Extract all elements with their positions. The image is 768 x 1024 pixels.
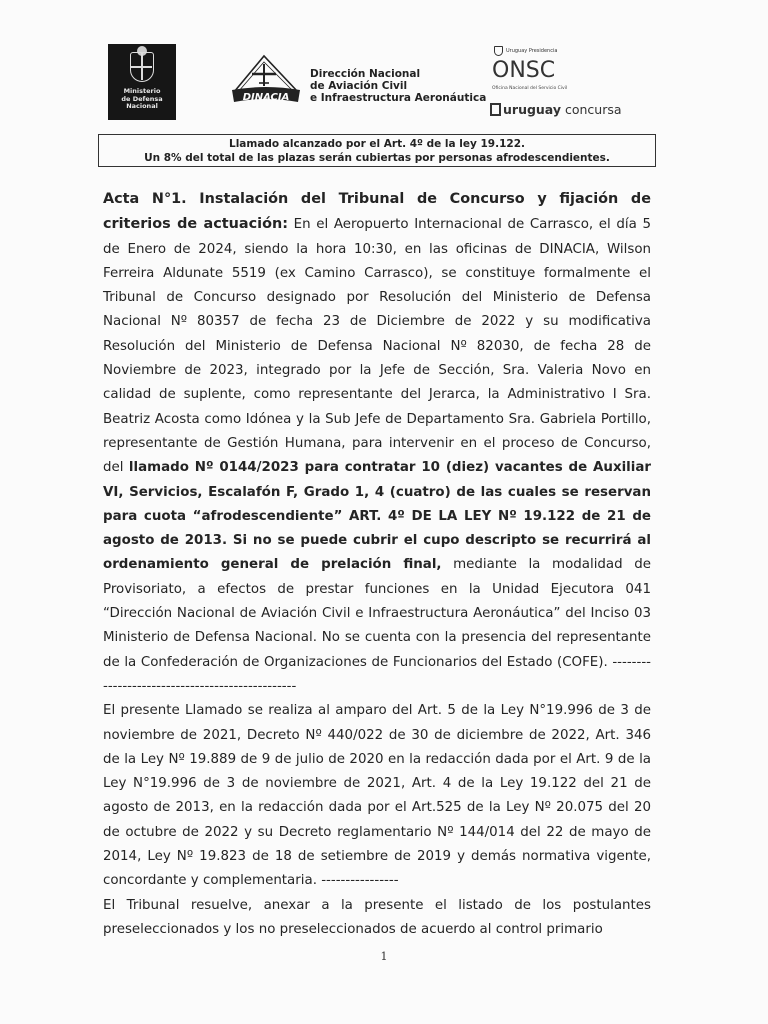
- paragraph-acta: Acta N°1. Instalación del Tribunal de Concurso y fijación de criterios de actuación: En el Aeropuerto Internacional de Carrasco, el día 5 de Enero de 2024, siendo la hora 10:30, en las oficinas de DINACIA, Wilson Ferreira Aldunate 5519 (ex Camino Carrasco), se constituye formalmente el Tribunal de Concurso designado por Resolución del Ministerio de Defensa Nacional Nº 80357 de fecha 23 de Diciembre de 2022 y su modificativa Resolución del Ministerio de Defensa Nacional Nº 82030, de fecha 28 de Noviembre de 2023, integrado por la Jefe de Sección, Sra. Valeria Novo en calidad de suplente, como representante del Jerarca, la Administrativo I Sra. Beatriz Acosta como Idónea y la Sub Jefe de Departamento Sra. Gabriela Portillo, representante de Gestión Humana, para intervenir en el proceso de Concurso, del llamado Nº 0144/2023 para contratar 10 (diez) vacantes de Auxiliar VI, Servicios, Escalafón F, Grado 1, 4 (cuatro) de las cuales se reservan para cuota “afrodescendiente” ART. 4º DE LA LEY Nº 19.122 de 21 de agosto de 2013. Si no se puede cubrir el cupo descripto se recurrirá al ordenamiento general de prelación final, mediante la modalidad de Provisoriato, a efectos de prestar funciones en la Unidad Ejecutora 041 “Dirección Nacional de Aviación Civil e Infraestructura Aeronáutica” del Inciso 03 Ministerio de Defensa Nacional. No se cuenta con la presencia del representante de la Confederación de Organizaciones de Funcionarios del Estado (COFE). ------------------------------------------------: [103, 191, 652, 694]
- page-number: 1: [380, 950, 388, 963]
- document-body: [103, 187, 651, 942]
- dinacia-name: Dirección Nacional de Aviación Civil e Infraestructura Aeronáutica: [310, 68, 487, 104]
- notice-line-2: Un 8% del total de las plazas serán cubiertas por personas afrodescendientes.: [144, 151, 610, 164]
- acta-title: Acta N°1. Instalación del Tribunal de Concurso y fijación de criterios de actuación:: [103, 191, 651, 233]
- onsc-subtitle: Oficina Nacional del Servicio Civil: [492, 86, 568, 91]
- onsc-logo: [492, 44, 572, 98]
- uruguay-concursa-logo: uruguay concursa: [490, 102, 622, 117]
- svg-text:DINACIA: DINACIA: [242, 92, 290, 103]
- presidencia-emblem-icon: [494, 46, 503, 56]
- coat-of-arms-icon: [130, 52, 154, 82]
- dinacia-logo: [228, 52, 304, 104]
- ministerio-defensa-logo: [108, 44, 176, 120]
- presidencia-label: Uruguay Presidencia: [506, 48, 558, 54]
- paragraph-legal-basis: El presente Llamado se realiza al amparo del Art. 5 de la Ley N°19.996 de 3 de noviembre de 2021, Decreto Nº 440/022 de 30 de diciembre de 2022, Art. 346 de la Ley Nº 19.889 de 9 de julio de 2020 en la redacción dada por el Art. 9 de la Ley N°19.996 de 3 de noviembre de 2021, Art. 4 de la Ley 19.122 del 21 de agosto de 2013, en la redacción dada por el Art.525 de la Ley Nº 20.075 del 20 de octubre de 2022 y su Decreto reglamentario Nº 144/014 del 22 de mayo de 2014, Ley Nº 19.823 de 18 de setiembre de 2019 y demás normativa vigente, concordante y complementaria. ----------------: [103, 703, 651, 889]
- quota-notice-box: [98, 134, 656, 167]
- uruguay-concursa-icon: [490, 103, 501, 116]
- dinacia-airplane-icon: [228, 52, 304, 104]
- onsc-wordmark: ONSC: [492, 58, 556, 83]
- llamado-details: llamado Nº 0144/2023 para contratar 10 (diez) vacantes de Auxiliar VI, Servicios, Escalafón F, Grado 1, 4 (cuatro) de las cuales se reservan para cuota “afrodescendiente” ART. 4º DE LA LEY Nº 19.122 de 21 de agosto de 2013. Si no se puede cubrir el cupo descripto se recurrirá al ordenamiento general de prelación final,: [103, 460, 651, 573]
- ministerio-defensa-logo-text: Ministerio de Defensa Nacional: [121, 87, 163, 110]
- document-header: [0, 0, 768, 130]
- paragraph-tribunal-resolution: El Tribunal resuelve, anexar a la presente el listado de los postulantes preseleccionados y los no preseleccionados de acuerdo al control primario: [103, 897, 651, 937]
- notice-line-1: Llamado alcanzado por el Art. 4º de la ley 19.122.: [229, 138, 525, 150]
